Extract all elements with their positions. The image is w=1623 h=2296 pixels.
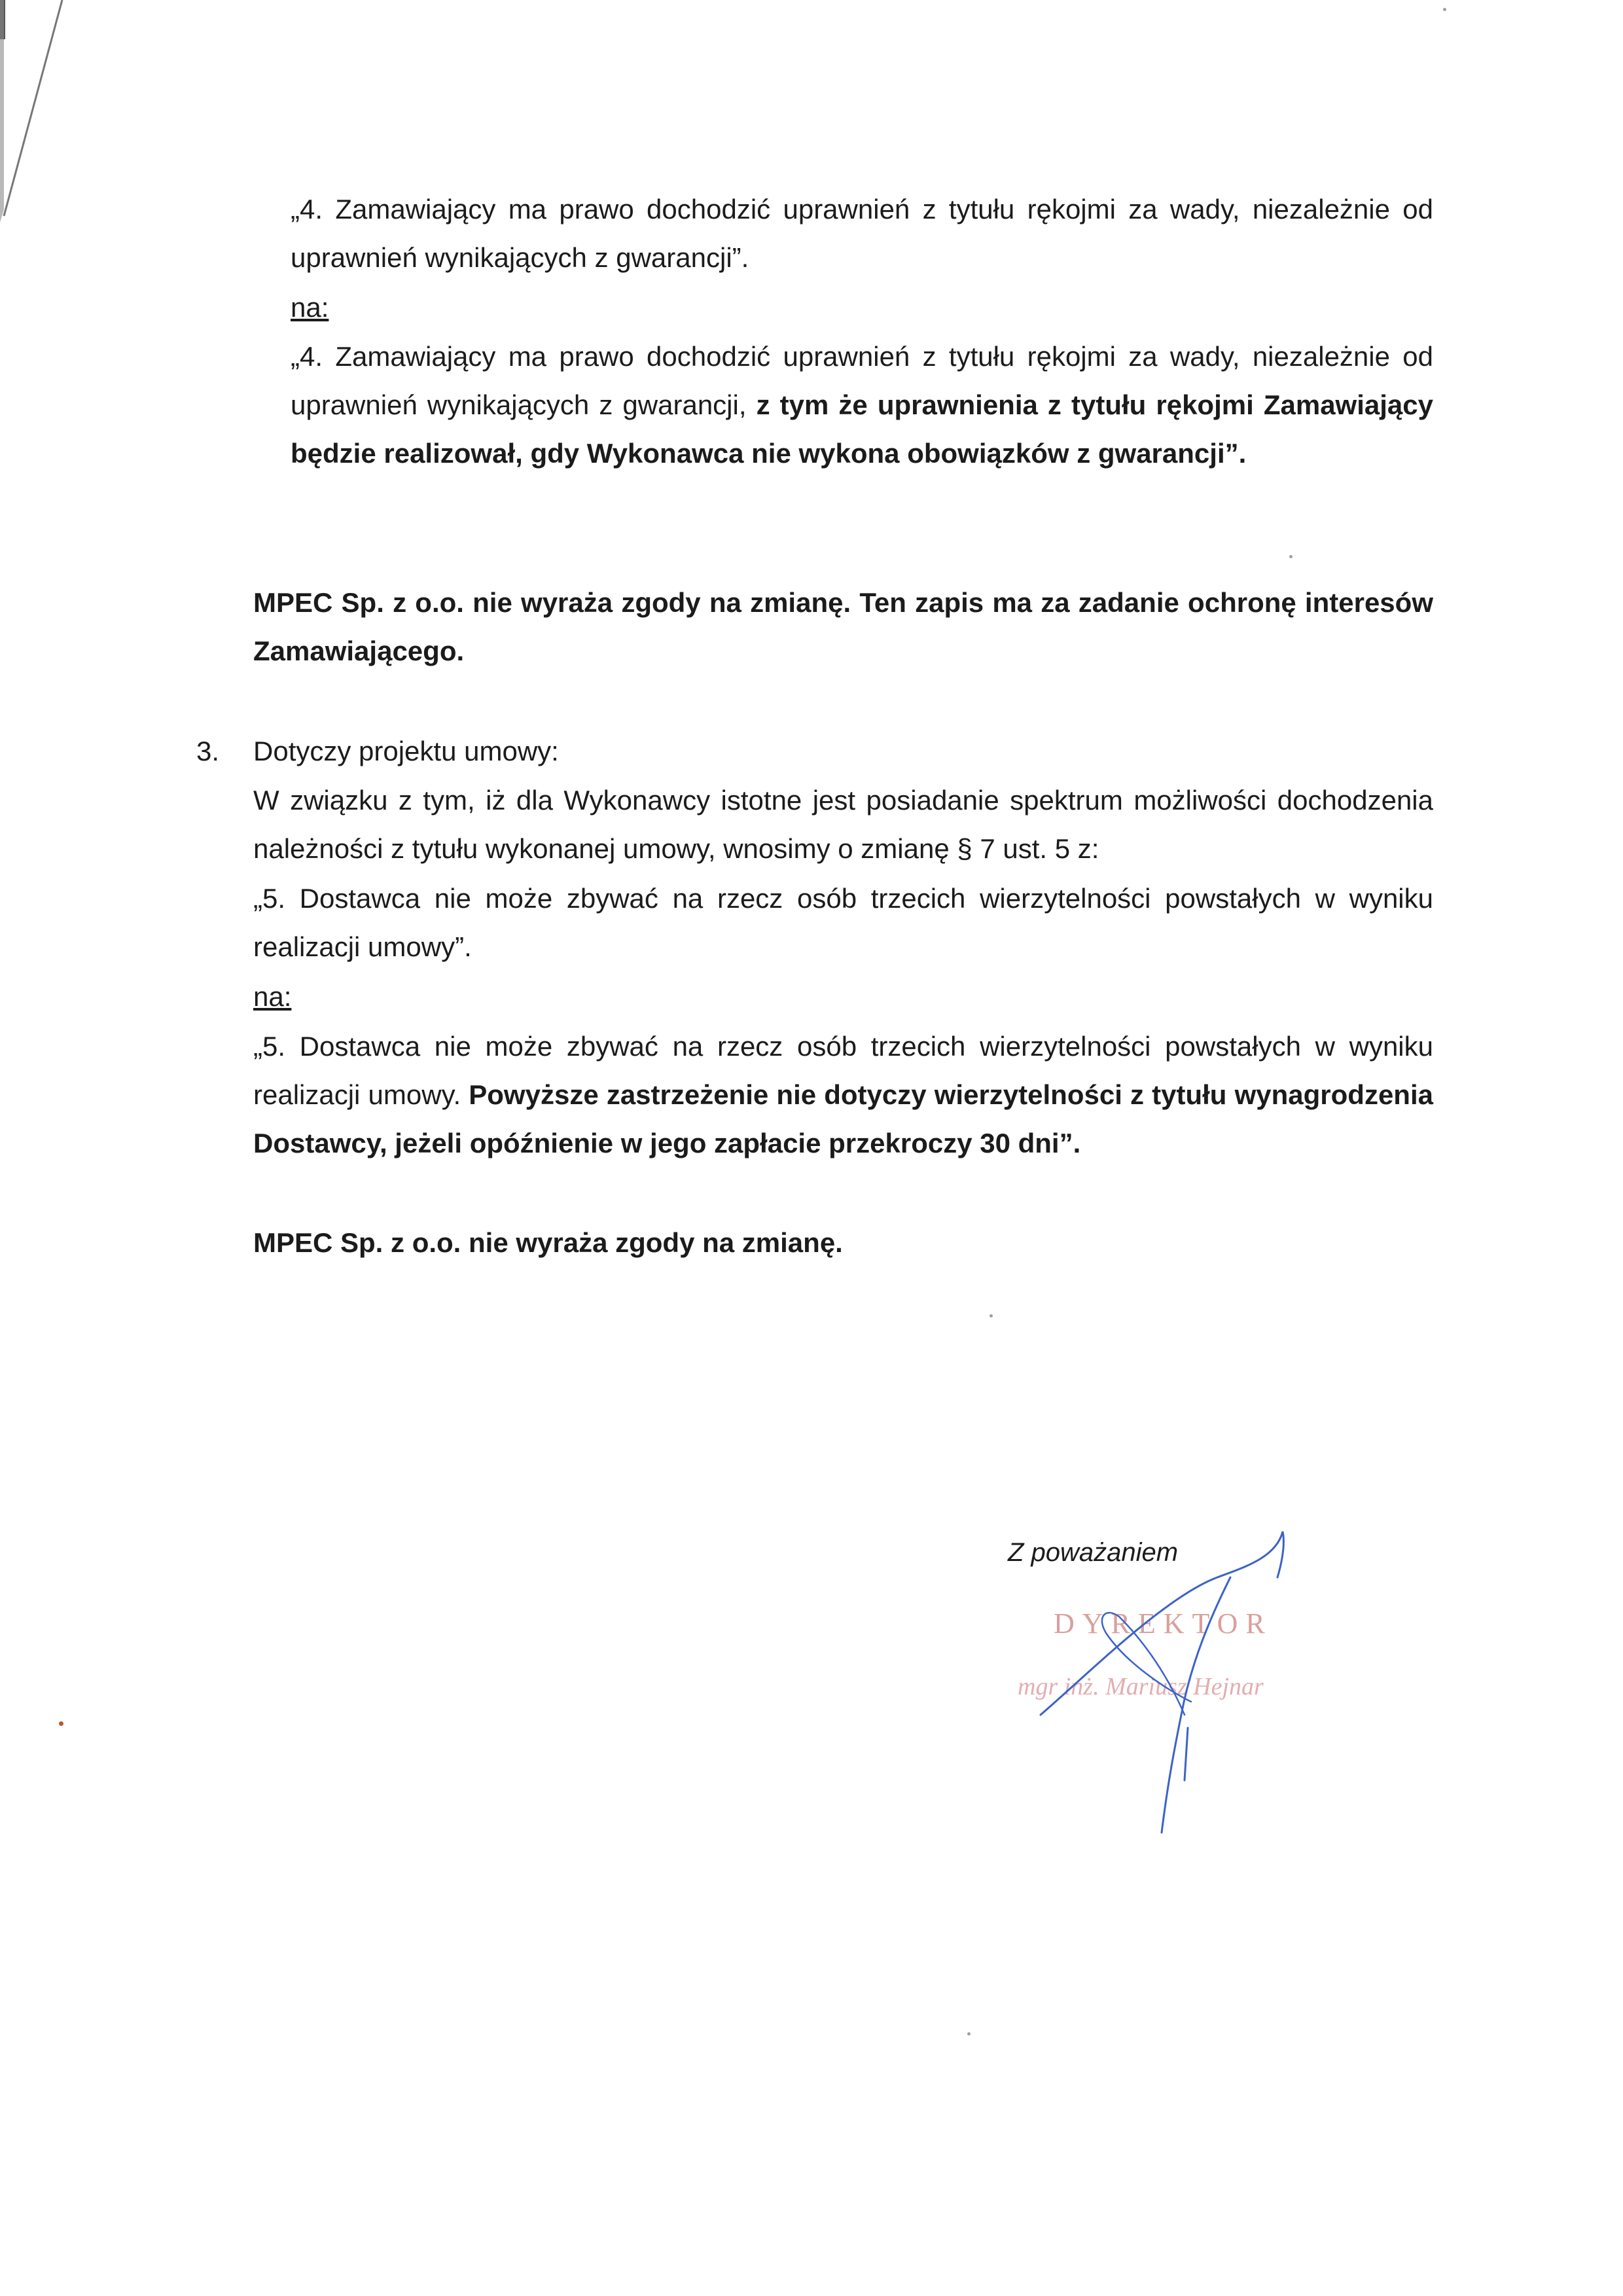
- section-3-heading: Dotyczy projektu umowy:: [253, 736, 559, 766]
- scan-edge-mark: [0, 0, 118, 236]
- section-a-na-label: na:: [291, 292, 329, 323]
- section-3-response: MPEC Sp. z o.o. nie wyraża zgody na zmianę.: [253, 1227, 843, 1258]
- section-a-original-quote: „4. Zamawiający ma prawo dochodzić uprawnień z tytułu rękojmi za wady, niezależnie od uprawnień wynikających z gwarancji”.: [291, 194, 1433, 273]
- section-3-new-quote-bold: Powyższe zastrzeżenie nie dotyczy wierzytelności z tytułu wynagrodzenia Dostawcy, jeżeli opóźnienie w jego zapłacie przekroczy 30 dni”.: [253, 1079, 1433, 1158]
- section-3-intro: W związku z tym, iż dla Wykonawcy istotne jest posiadanie spektrum możliwości dochodzenia należności z tytułu wykonanej umowy, wnosimy o zmianę § 7 ust. 5 z:: [253, 785, 1433, 864]
- scan-speck: [1443, 8, 1446, 11]
- handwritten-signature: [1034, 1518, 1309, 1859]
- stamp-title: DYREKTOR: [1054, 1607, 1273, 1640]
- section-a-response: MPEC Sp. z o.o. nie wyraża zgody na zmianę. Ten zapis ma za zadanie ochronę interesów Zamawiającego.: [253, 587, 1433, 666]
- stamp-name: mgr inż. Mariusz Hejnar: [1018, 1673, 1264, 1700]
- section-3-number: 3.: [196, 736, 220, 766]
- section-3-na-label: na:: [253, 981, 292, 1012]
- section-a-new-quote-bold: z tym że uprawnienia z tytułu rękojmi Zamawiający będzie realizował, gdy Wykonawca nie wykona obowiązków z gwarancji”.: [291, 389, 1433, 469]
- scan-speck: [990, 1314, 993, 1318]
- scan-speck: [1289, 555, 1293, 558]
- section-a-new-quote: [291, 332, 1433, 478]
- section-3-new-quote: [253, 1022, 1433, 1168]
- section-3-new-quote-plain: „5. Dostawca nie może zbywać na rzecz osób trzecich wierzytelności powstałych w wyniku realizacji umowy.: [253, 1031, 1433, 1110]
- scan-speck: [967, 2032, 971, 2036]
- closing-regards: Z poważaniem: [1008, 1538, 1179, 1567]
- section-a-new-quote-plain: „4. Zamawiający ma prawo dochodzić uprawnień z tytułu rękojmi za wady, niezależnie od uprawnień wynikających z gwarancji,: [291, 341, 1433, 420]
- scan-speck-left: [59, 1721, 63, 1726]
- section-3-original-quote: „5. Dostawca nie może zbywać na rzecz osób trzecich wierzytelności powstałych w wyniku realizacji umowy”.: [253, 883, 1433, 962]
